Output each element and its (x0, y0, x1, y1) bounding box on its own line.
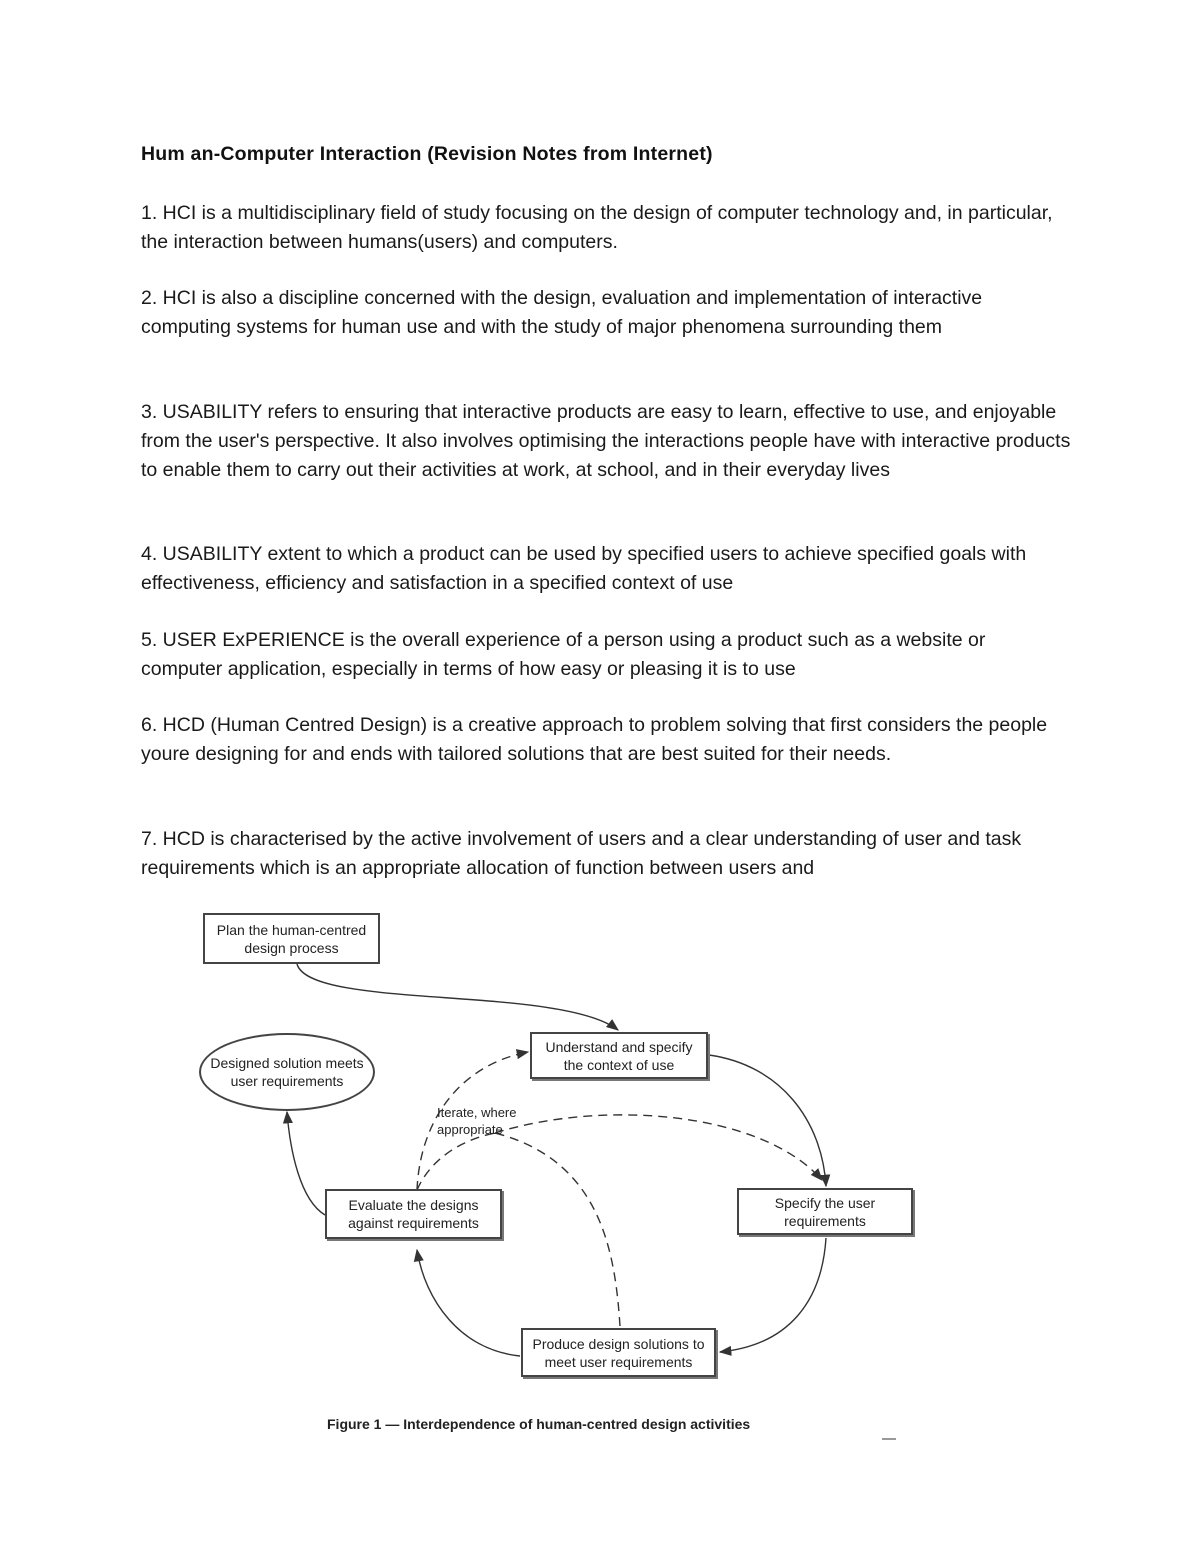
paragraph-6: 6. HCD (Human Centred Design) is a creative approach to problem solving that first considers the people youre designing for and ends with tailored solutions that are best suited for their needs. (141, 714, 1048, 765)
paragraph-3: 3. USABILITY refers to ensuring that interactive products are easy to learn, effective to use, and enjoyable from the user's perspective. It also involves optimising the interactions people have with interactive products to enable them to carry out their activities at work, at school, and in their everyday lives (141, 401, 1071, 481)
figure-caption: Figure 1 — Interdependence of human-centred design activities (327, 1416, 751, 1432)
arrow-understand-to-specify (709, 1055, 826, 1186)
paragraph-1: 1. HCI is a multidisciplinary field of study focusing on the design of computer technology and, in particular, the interaction between humans(users) and computers. (141, 202, 1053, 253)
paragraph-5: 5. USER ExPERIENCE is the overall experience of a person using a product such as a website or computer application, especially in terms of how easy or pleasing it is to use (141, 629, 986, 680)
node-plan: Plan the human-centred design process (203, 913, 380, 964)
diagram-arrows (0, 880, 1200, 1480)
paragraph-4: 4. USABILITY extent to which a product can be used by specified users to achieve specified goals with effectiveness, efficiency and satisfaction in a specified context of use (141, 543, 1027, 594)
iterate-dashed-join (417, 1133, 495, 1190)
hcd-diagram (0, 880, 1200, 1480)
arrow-produce-to-evaluate (417, 1250, 520, 1356)
node-evaluate: Evaluate the designs against requirements (325, 1189, 502, 1239)
node-understand: Understand and specify the context of use (530, 1032, 708, 1079)
node-specify: Specify the user requirements (737, 1188, 913, 1235)
iterate-label: Iterate, where appropriate (437, 1105, 517, 1137)
iterate-dashed-to-specify (495, 1115, 822, 1180)
arrow-plan-to-understand (297, 964, 618, 1030)
scan-mark (882, 1438, 896, 1440)
node-designed-solution: Designed solution meets user requirements (199, 1033, 375, 1111)
arrow-specify-to-produce (720, 1238, 826, 1352)
paragraph-7: 7. HCD is characterised by the active involvement of users and a clear understanding of user and task requirements which is an appropriate allocation of function between users and (141, 828, 1022, 879)
paragraph-2: 2. HCI is also a discipline concerned with the design, evaluation and implementation of interactive computing systems for human use and with the study of major phenomena surrounding them (141, 287, 983, 338)
document-title: Hum an-Computer Interaction (Revision Notes from Internet) (141, 143, 713, 165)
node-produce: Produce design solutions to meet user requirements (521, 1328, 716, 1377)
arrow-evaluate-to-designed (287, 1112, 325, 1215)
iterate-dashed-from-produce (495, 1133, 620, 1326)
